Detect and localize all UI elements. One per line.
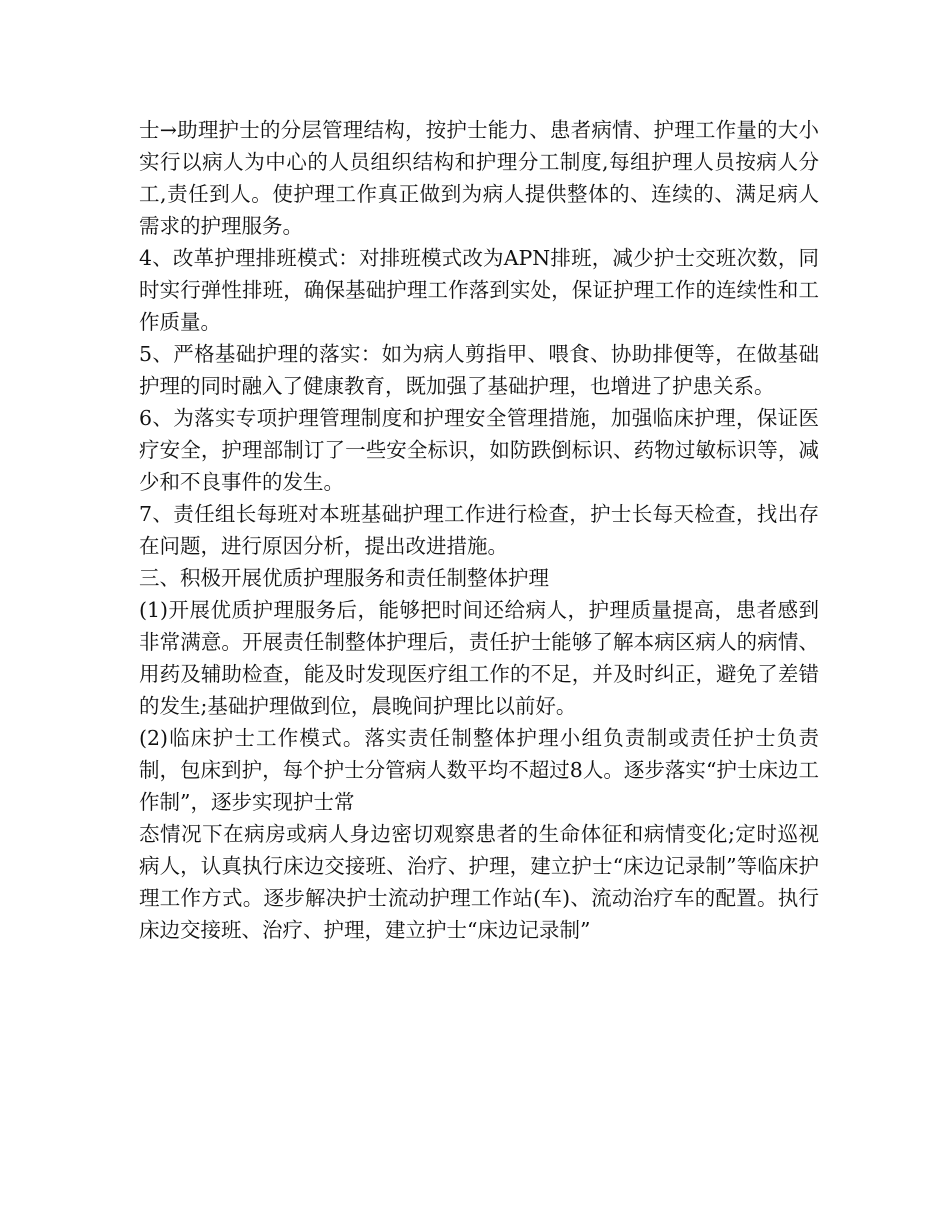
paragraph-sub-1-quality-service: (1)开展优质护理服务后，能够把时间还给病人，护理质量提高，患者感到非常满意。开展责任制整体护理后，责任护士能够了解本病区病人的病情、用药及辅助检查，能及时发现医疗组工作的不足，并及时纠正，避免了差错的发生;基础护理做到位，晨晚间护理比以前好。 — [139, 598, 819, 718]
paragraph-layered-management: 士→助理护士的分层管理结构，按护士能力、患者病情、护理工作量的大小实行以病人为中心的人员组织结构和护理分工制度,每组护理人员按病人分工,责任到人。使护理工作真正做到为病人提供整体的、连续的、满足病人需求的护理服务。 — [139, 118, 819, 238]
paragraph-item-7-inspection: 7、责任组长每班对本班基础护理工作进行检查，护士长每天检查，找出存在问题，进行原因分析，提出改进措施。 — [139, 502, 819, 558]
document-body — [139, 114, 819, 946]
paragraph-sub-2-work-mode: (2)临床护士工作模式。落实责任制整体护理小组负责制或责任护士负责制，包床到护，每个护士分管病人数平均不超过8人。逐步落实“护士床边工作制”，逐步实现护士常 — [139, 726, 819, 814]
paragraph-item-4-scheduling: 4、改革护理排班模式：对排班模式改为APN排班，减少护士交班次数，同时实行弹性排班，确保基础护理工作落到实处，保证护理工作的连续性和工作质量。 — [139, 246, 819, 334]
paragraph-continuation: 态情况下在病房或病人身边密切观察患者的生命体征和病情变化;定时巡视病人，认真执行床边交接班、治疗、护理，建立护士“床边记录制”等临床护理工作方式。逐步解决护士流动护理工作站(车)、流动治疗车的配置。执行床边交接班、治疗、护理，建立护士“床边记录制” — [139, 822, 819, 942]
paragraph-item-6-safety: 6、为落实专项护理管理制度和护理安全管理措施，加强临床护理，保证医疗安全，护理部制订了一些安全标识，如防跌倒标识、药物过敏标识等，减少和不良事件的发生。 — [139, 406, 819, 494]
paragraph-item-5-basic-care: 5、严格基础护理的落实：如为病人剪指甲、喂食、协助排便等，在做基础护理的同时融入了健康教育，既加强了基础护理，也增进了护患关系。 — [139, 342, 819, 398]
section-heading-three: 三、积极开展优质护理服务和责任制整体护理 — [139, 566, 549, 590]
